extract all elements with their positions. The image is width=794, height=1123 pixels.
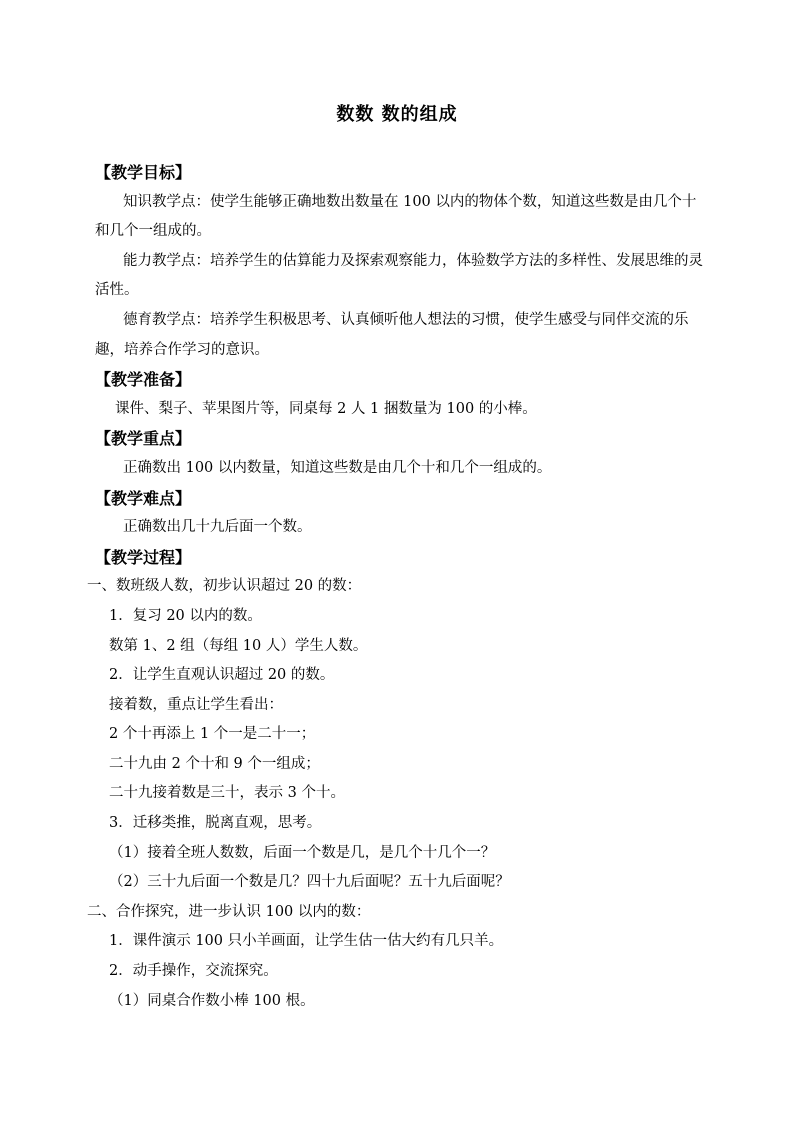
process-line: 1．课件演示 100 只小羊画面，让学生估一估大约有几只羊。 [109, 933, 504, 950]
paragraph-difficulty: 正确数出几十九后面一个数。 [123, 519, 312, 536]
paragraph-prep: 课件、梨子、苹果图片等，同桌每 2 人 1 捆数量为 100 的小棒。 [115, 400, 537, 417]
paragraph-knowledge-goal: 知识教学点：使学生能够正确地数出数量在 100 以内的物体个数，知道这些数是由几个十和几个一组成的。 [95, 193, 697, 240]
section-heading-key: 【教学重点】 [95, 429, 192, 449]
process-line: 二十九由 2 个十和 9 个一组成； [109, 755, 320, 772]
process-line: （1）同桌合作数小棒 100 根。 [109, 992, 315, 1009]
document-title: 数数 数的组成 [336, 104, 458, 125]
section-heading-goals: 【教学目标】 [95, 163, 192, 182]
process-line: 1．复习 20 以内的数。 [109, 607, 262, 624]
section-heading-process: 【教学过程】 [95, 547, 192, 567]
paragraph-moral-goal: 德育教学点：培养学生积极思考、认真倾听他人想法的习惯，使学生感受与同伴交流的乐趣，培养合作学习的意识。 [95, 311, 689, 358]
process-line: 二、合作探究，进一步认识 100 以内的数： [87, 903, 371, 920]
process-line: 数第 1、2 组（每组 10 人）学生人数。 [109, 637, 368, 654]
process-line: 2．让学生直观认识超过 20 的数。 [109, 667, 335, 684]
document-body [87, 158, 705, 1016]
process-line: （1）接着全班人数数，后面一个数是几，是几个十几个一？ [109, 844, 496, 861]
process-line: 接着数，重点让学生看出： [109, 696, 283, 713]
section-heading-difficulty: 【教学难点】 [95, 488, 192, 508]
paragraph-ability-goal: 能力教学点：培养学生的估算能力及探索观察能力，体验数学方法的多样性、发展思维的灵活性。 [95, 252, 703, 299]
paragraph-key: 正确数出 100 以内数量，知道这些数是由几个十和几个一组成的。 [123, 459, 552, 476]
process-line: 一、数班级人数，初步认识超过 20 的数： [87, 578, 362, 595]
process-line: 3．迁移类推，脱离直观，思考。 [109, 815, 322, 832]
process-line: 2 个十再添上 1 个一是二十一； [109, 726, 316, 743]
process-line: 2．动手操作，交流探究。 [109, 963, 278, 980]
process-line: （2）三十九后面一个数是几？四十九后面呢？五十九后面呢？ [109, 874, 510, 891]
process-line: 二十九接着数是三十，表示 3 个十。 [109, 785, 345, 802]
section-heading-prep: 【教学准备】 [95, 370, 192, 390]
